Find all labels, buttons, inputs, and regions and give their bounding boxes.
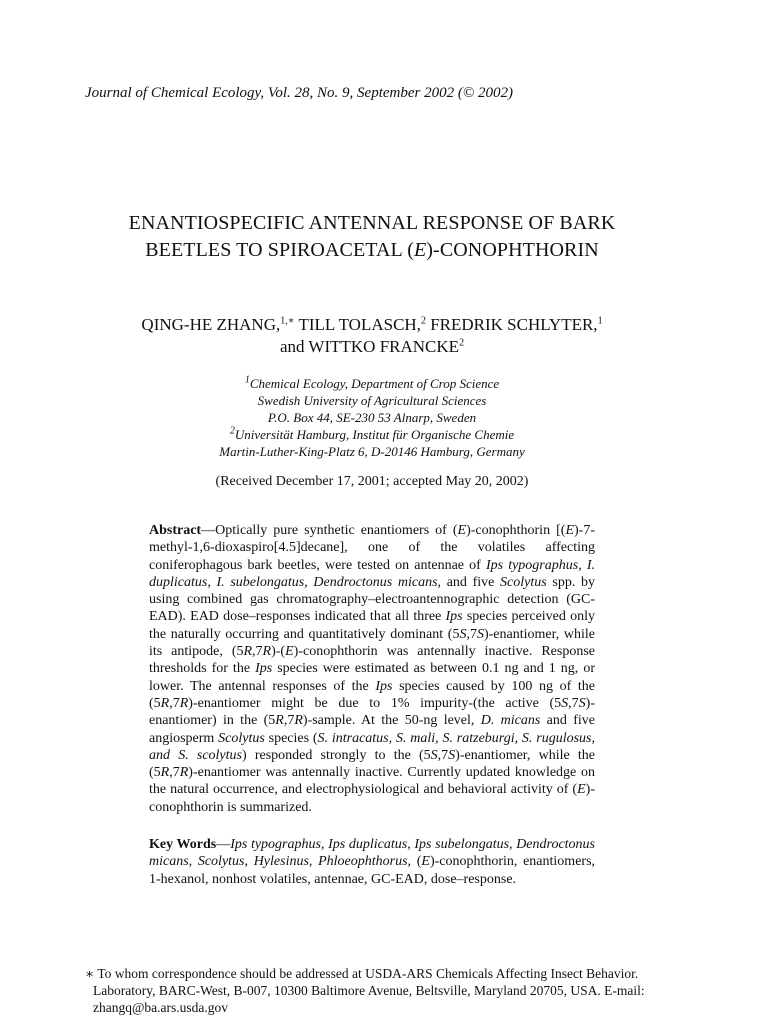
keywords-text: ,: [244, 854, 254, 870]
footnote-mark: ∗: [85, 966, 95, 981]
key-words: [149, 836, 595, 888]
abstract-text: )-enantiomer, while its antipode, (5: [149, 626, 595, 660]
affiliation-mark: 1: [244, 374, 250, 386]
abstract-text: ,7: [466, 626, 477, 642]
abstract-italic: Scolytus: [500, 574, 547, 590]
abstract-text: species (: [264, 730, 318, 746]
keywords-label: Key Words: [149, 837, 217, 852]
abstract-text: and five angiosperm: [149, 713, 595, 746]
abstract-italic: Ips: [375, 678, 393, 694]
keywords-text: —: [216, 837, 231, 852]
abstract-text: )-conophthorin is summarized.: [149, 782, 595, 815]
abstract-text: —Optically pure synthetic enantiomers of (: [201, 523, 458, 538]
author-affiliation-mark: 1: [597, 315, 603, 327]
abstract-italic: R: [275, 713, 284, 729]
affiliation-line: [0, 426, 744, 443]
affiliation-text: Universität Hamburg, Institut für Organische Chemie: [234, 427, 515, 442]
abstract-text: ,7: [568, 695, 579, 711]
author-affiliation-mark: 2: [420, 315, 426, 327]
abstract-text: ,7: [283, 713, 295, 729]
abstract-text: )-conophthorin was antennally inactive. Response thresholds for the: [149, 644, 595, 677]
abstract-italic: R: [160, 695, 170, 711]
author-name: QING-HE ZHANG,: [141, 315, 281, 334]
footnote-text: To whom correspondence should be addressed at USDA-ARS Chemicals Affecting Insect Behavior. Laboratory, BARC-West, B-007, 10300 Baltimore Avenue, Beltsville, Maryland 20705, USA. E-mail: zhangq@ba.ars.usda.gov: [93, 966, 645, 1015]
received-dates: (Received December 17, 2001; accepted May 20, 2002): [215, 474, 529, 489]
abstract-italic: R: [179, 765, 189, 781]
abstract-italic: S: [476, 626, 484, 642]
abstract-text: ,7: [437, 747, 449, 763]
abstract-text: , and five: [437, 574, 501, 590]
title-italic: E: [413, 239, 427, 261]
abstract-italic: S: [448, 747, 456, 763]
abstract-text: ,7: [169, 695, 180, 711]
authors-line-1: [0, 314, 744, 336]
affiliation-line: [0, 375, 744, 392]
authors-line-2: [0, 336, 744, 358]
affiliation-line: Martin-Luther-King-Platz 6, D-20146 Hamburg, Germany: [219, 444, 525, 459]
correspondence-footnote: [85, 965, 665, 1016]
affiliations: [0, 375, 744, 460]
abstract-text: )-7-methyl-1,6-dioxaspiro[4.5]decane], one of the volatiles affecting coniferophagous bark beetles, were tested on antennae of: [149, 523, 595, 573]
author-list: [0, 314, 744, 358]
abstract-text: )-enantiomer, while the (5: [149, 747, 595, 781]
abstract-text: )-enantiomer was antennally inactive. Currently updated knowledge on the natural occurrence, and electrophysiological and behavioral activity of (: [149, 765, 595, 798]
author-affiliation-mark: 2: [459, 337, 465, 349]
abstract-italic: S: [578, 695, 586, 711]
abstract-text: )-conophthorin [(: [466, 523, 566, 538]
abstract-italic: D. micans: [480, 713, 541, 729]
keywords-text: ,: [320, 837, 329, 852]
abstract-italic: Ips: [445, 609, 463, 625]
abstract-text: ,7: [252, 644, 263, 660]
abstract-label: Abstract: [149, 523, 202, 538]
keywords-italic: Ips typographus: [230, 837, 321, 852]
abstract-text: ,7: [169, 765, 180, 781]
abstract-italic: R: [160, 765, 170, 781]
author-name: and WITTKO FRANCKE: [279, 337, 460, 356]
affiliation-mark: 2: [229, 425, 235, 437]
abstract-text: )-sample. At the 50-ng level,: [302, 713, 481, 729]
keywords-text: )-conophthorin, enantiomers, 1-hexanol, nonhost volatiles, antennae, GC-EAD, dose–response.: [149, 854, 596, 887]
keywords-italic: Hylesinus, Phloeophthorus,: [253, 854, 412, 870]
title-line-1: ENANTIOSPECIFIC ANTENNAL RESPONSE OF BARK: [128, 212, 616, 234]
abstract: [149, 522, 595, 816]
abstract-text: ) responded strongly to the (5: [241, 747, 431, 763]
abstract-italic: E: [457, 523, 467, 538]
abstract-italic: R: [294, 713, 303, 729]
abstract-text: spp. by using combined gas chromatography–electroantennographic detection (GC-EAD). EAD dose–responses indicated that all three: [149, 574, 595, 625]
abstract-italic: E: [565, 523, 574, 538]
author-name: TILL TOLASCH,: [294, 315, 421, 334]
paper-title: [0, 210, 744, 264]
keywords-text: (: [411, 854, 422, 870]
abstract-text: species were estimated as between 0.1 ng and 1 ng, or lower. The antennal responses of the: [149, 661, 595, 694]
abstract-italic: R: [243, 644, 253, 660]
affiliation-line: P.O. Box 44, SE-230 53 Alnarp, Sweden: [267, 410, 477, 425]
abstract-italic: Ips typographus, I. duplicatus, I. subelongatus, Dendroctonus micans: [149, 557, 595, 590]
author-affiliation-mark: 1,∗: [280, 315, 295, 327]
abstract-italic: E: [577, 782, 586, 798]
abstract-text: species perceived only the naturally occurring and quantitatively dominant (5: [149, 609, 595, 642]
affiliation-line: Swedish University of Agricultural Sciences: [257, 393, 487, 408]
abstract-italic: S: [459, 626, 467, 642]
abstract-text: )-enantiomer might be due to 1% impurity-(the active (5: [188, 695, 562, 711]
keywords-italic: E: [421, 854, 430, 870]
title-text: BEETLES TO SPIROACETAL (: [145, 239, 414, 261]
title-text: )-CONOPHTHORIN: [426, 239, 599, 261]
abstract-italic: Scolytus: [218, 730, 265, 746]
abstract-text: )-(: [271, 644, 286, 660]
journal-citation: Journal of Chemical Ecology, Vol. 28, No. 9, September 2002 (© 2002): [85, 85, 514, 101]
keywords-italic: Ips duplicatus, Ips subelongatus, Dendroctonus micans, Scolytus: [149, 837, 595, 870]
abstract-text: species caused by 100 ng of the (5: [149, 678, 595, 711]
title-line-2: [0, 237, 744, 264]
abstract-italic: S. intracatus, S. mali, S. ratzeburgi, S. rugulosus, and S. scolytus: [149, 730, 595, 763]
abstract-italic: Ips: [255, 661, 273, 677]
affiliation-text: Chemical Ecology, Department of Crop Science: [249, 376, 500, 391]
author-name: FREDRIK SCHLYTER,: [425, 315, 598, 334]
footnote-body: [85, 965, 665, 1016]
abstract-italic: S: [430, 747, 438, 763]
abstract-italic: S: [561, 695, 569, 711]
abstract-italic: R: [179, 695, 189, 711]
abstract-text: )-enantiomer) in the (5: [149, 695, 595, 729]
abstract-italic: E: [285, 644, 294, 660]
abstract-italic: R: [262, 644, 272, 660]
